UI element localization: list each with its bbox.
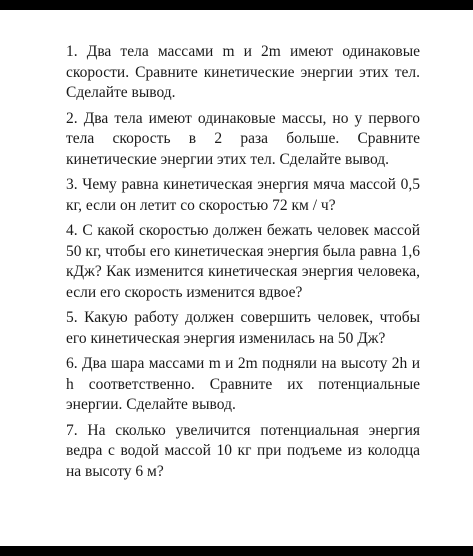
question-4: 4. С какой скоростью должен бежать человек массой 50 кг, чтобы его кинетическая энергия была равна 1,6 кДж? Как изменится кинетическая энергия человека, если его скорость изменится вдвое?: [66, 222, 420, 301]
question-3: 3. Чему равна кинетическая энергия мяча массой 0,5 кг, если он летит со скоростью 72 км / ч?: [66, 176, 420, 214]
question-list: [66, 42, 420, 487]
bottom-border: [0, 546, 473, 556]
question-1: 1. Два тела массами m и 2m имеют одинаковые скорости. Сравните кинетические энергии этих тел. Сделайте вывод.: [66, 43, 420, 101]
question-6: 6. Два шара массами m и 2m подняли на высоту 2h и h соответственно. Сравните их потенциальные энергии. Сделайте вывод.: [66, 355, 420, 413]
question-5: 5. Какую работу должен совершить человек, чтобы его кинетическая энергия изменилась на 50 Дж?: [66, 309, 420, 347]
question-2: 2. Два тела имеют одинаковые массы, но у первого тела скорость в 2 раза больше. Сравните кинетические энергии этих тел. Сделайте вывод.: [66, 109, 420, 168]
top-border: [0, 0, 473, 10]
question-7: 7. На сколько увеличится потенциальная энергия ведра с водой массой 10 кг при подъеме из колодца на высоту 6 м?: [66, 421, 420, 480]
